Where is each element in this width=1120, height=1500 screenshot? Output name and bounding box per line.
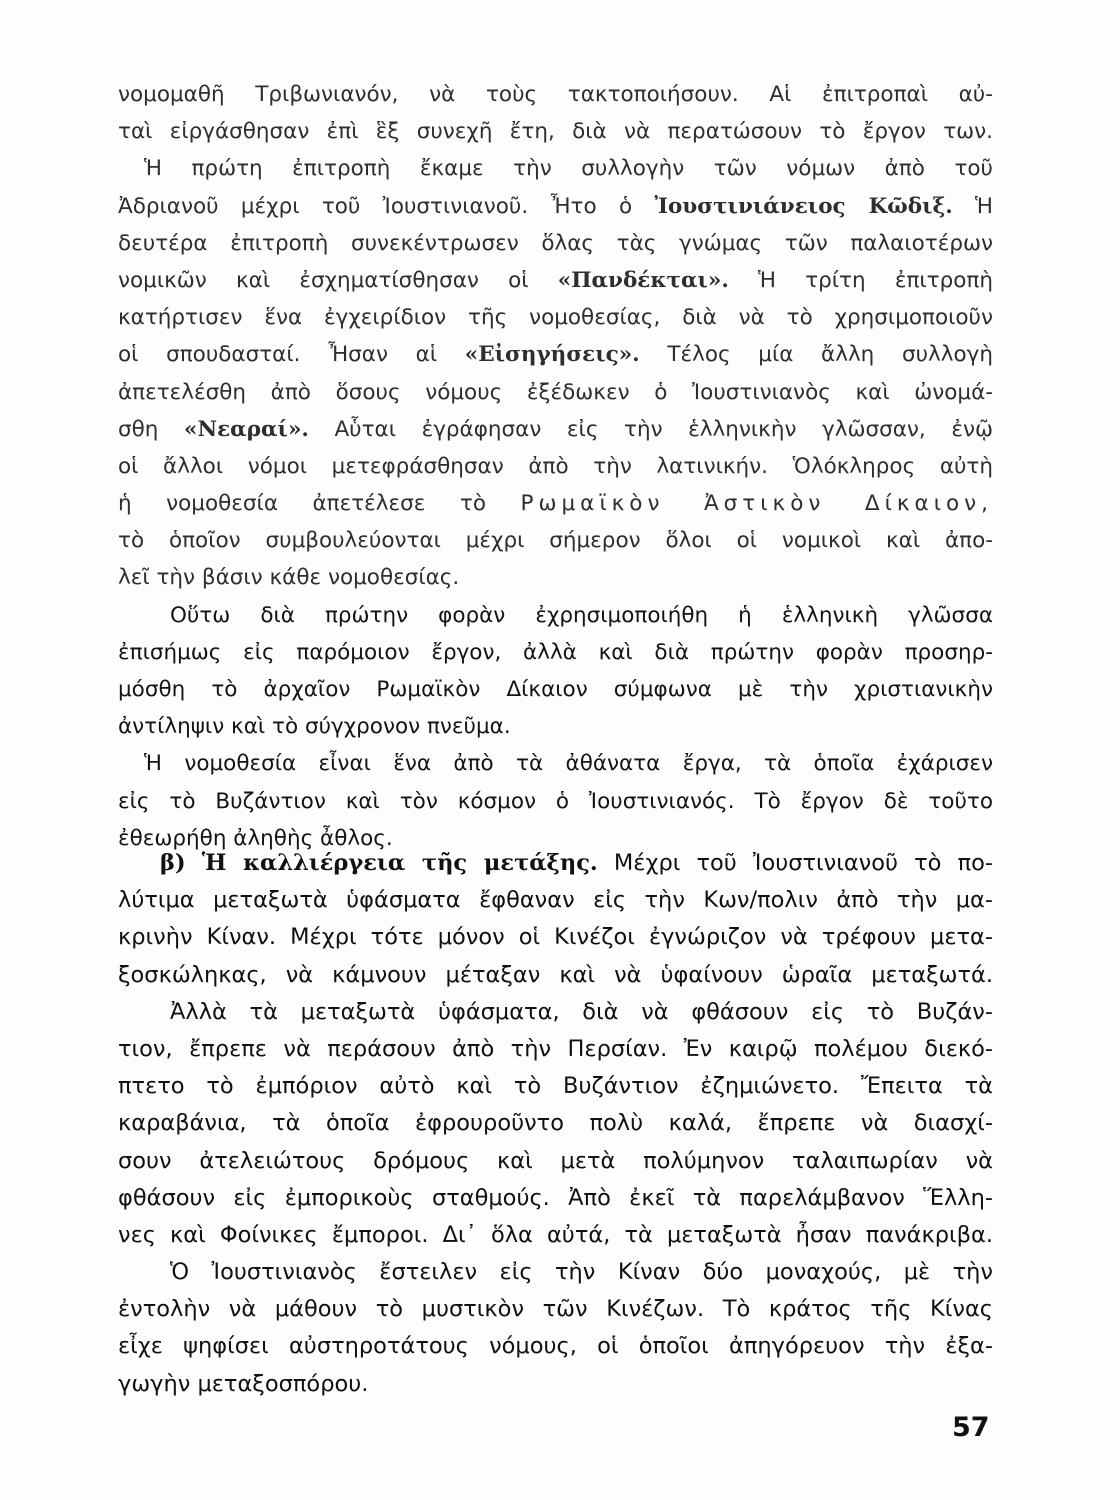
text-line: ἐντολὴν νὰ μάθουν τὸ μυστικὸν τῶν Κινέζων. Τὸ κράτος τῆς Κίνας xyxy=(118,1296,993,1323)
text-line: κρινὴν Κίναν. Μέχρι τότε μόνον οἱ Κινέζοι ἐγνώριζον νὰ τρέφουν μετα- xyxy=(118,924,993,951)
text-line: λύτιμα μεταξωτὰ ὑφάσματα ἔφθαναν εἰς τὴν Κων/πολιν ἀπὸ τὴν μα- xyxy=(118,887,993,914)
text-line: ἀντίληψιν καὶ τὸ σύγχρονον πνεῦμα. xyxy=(118,714,511,740)
text-line xyxy=(118,262,993,299)
text-line: Ἡ νομοθεσία εἶναι ἕνα ἀπὸ τὰ ἀθάνατα ἔργα, τὰ ὁποῖα ἐχάρισεν xyxy=(144,751,993,777)
term-institutes: «Εἰσηγήσεις». xyxy=(464,342,640,368)
text-line: κατήρτισεν ἕνα ἐγχειρίδιον τῆς νομοθεσίας, διὰ νὰ τὸ χρησιμοποιοῦν xyxy=(118,305,993,331)
term-pandects: «Πανδέκται». xyxy=(557,267,729,293)
text-line xyxy=(118,188,993,225)
text-line: μόσθη τὸ ἀρχαῖον Ρωμαϊκὸν Δίκαιον σύμφωνα μὲ τὴν χριστιανικὴν xyxy=(118,677,993,702)
justinian-code-paragraph xyxy=(118,76,993,857)
text-line: γωγὴν μεταξοσπόρου. xyxy=(118,1370,369,1397)
text-line: Ἡ πρώτη ἐπιτροπὴ ἔκαμε τὴν συλλογὴν τῶν νόμων ἀπὸ τοῦ xyxy=(144,156,993,182)
text-fragment: ἡ νομοθεσία ἀπετέλεσε τὸ xyxy=(118,491,487,517)
text-line: ἐπισήμως εἰς παρόμοιον ἔργον, ἀλλὰ καὶ διὰ πρώτην φορὰν προσηρ- xyxy=(118,639,993,665)
text-fragment: Ἀδριανοῦ μέχρι τοῦ Ἰουστινιανοῦ. Ἦτο ὁ xyxy=(118,193,633,219)
text-line: ἐθεωρήθη ἀληθὴς ἆθλος. xyxy=(118,825,393,851)
text-line: τιον, ἔπρεπε νὰ περάσουν ἀπὸ τὴν Περσίαν. Ἐν καιρῷ πολέμου διεκό- xyxy=(118,1035,993,1062)
text-line xyxy=(118,411,993,448)
text-line: πτετο τὸ ἐμπόριον αὐτὸ καὶ τὸ Βυζάντιον ἐζημιώνετο. Ἔπειτα τὰ xyxy=(118,1073,993,1100)
text-line: εἶχε ψηφίσει αὐστηροτάτους νόμους, οἱ ὁποῖοι ἀπηγόρευον τὴν ἐξα- xyxy=(118,1333,993,1360)
text-line: ἀπετελέσθη ἀπὸ ὅσους νόμους ἐξέδωκεν ὁ Ἰουστινιανὸς καὶ ὠνομά- xyxy=(118,379,993,405)
text-line: ξοσκώληκας, νὰ κάμνουν μέταξαν καὶ νὰ ὑφαίνουν ὡραῖα μεταξωτά. xyxy=(118,961,993,988)
text-line: νομομαθῆ Τριβωνιανόν, νὰ τοὺς τακτοποιήσουν. Αἱ ἐπιτροπαὶ αὐ- xyxy=(118,82,993,107)
text-fragment: Αὗται ἐγράφησαν εἰς τὴν ἑλληνικὴν γλῶσσαν, ἐνῷ xyxy=(334,416,993,442)
text-fragment: νομικῶν καὶ ἐσχηματίσθησαν οἱ xyxy=(118,267,529,293)
text-line: εἰς τὸ Βυζάντιον καὶ τὸν κόσμον ὁ Ἰουστινιανός. Τὸ ἔργον δὲ τοῦτο xyxy=(118,788,993,814)
text-fragment: Ἡ τρίτη ἐπιτροπὴ xyxy=(758,267,993,293)
text-line xyxy=(118,845,993,882)
term-novels: «Νεαραί». xyxy=(184,416,309,442)
text-line: ταὶ εἰργάσθησαν ἐπὶ ἓξ συνεχῆ ἔτη, διὰ νὰ περατώσουν τὸ ἔργον των. xyxy=(118,119,993,145)
text-line: Ὁ Ἰουστινιανὸς ἔστειλεν εἰς τὴν Κίναν δύο μοναχούς, μὲ τὴν xyxy=(170,1259,993,1286)
section-marker: β) xyxy=(160,850,186,876)
text-line: Ἀλλὰ τὰ μεταξωτὰ ὑφάσματα, διὰ νὰ φθάσουν εἰς τὸ Βυζάν- xyxy=(170,998,993,1025)
text-line: καραβάνια, τὰ ὁποῖα ἐφρουροῦντο πολὺ καλά, ἔπρεπε νὰ διασχί- xyxy=(118,1110,993,1137)
text-fragment: σθη xyxy=(118,416,159,442)
silk-section xyxy=(118,845,993,1403)
section-heading: Ἡ καλλιέργεια τῆς μετάξης. xyxy=(201,850,598,876)
term-justinian-code: Ἰουστινιάνειος Κῶδιξ. xyxy=(654,193,953,219)
text-fragment: Τέλος μία ἄλλη συλλογὴ xyxy=(667,342,993,368)
text-fragment: Μέχρι τοῦ Ἰουστινιανοῦ τὸ πο- xyxy=(613,850,993,876)
text-line xyxy=(118,336,993,373)
text-line: λεῖ τὴν βάσιν κάθε νομοθεσίας. xyxy=(118,565,460,591)
text-fragment: Ἡ xyxy=(975,193,993,219)
text-line: σουν ἀτελειώτους δρόμους καὶ μετὰ πολύμηνον ταλαιπωρίαν νὰ xyxy=(118,1147,993,1174)
text-line: δευτέρα ἐπιτροπὴ συνεκέντρωσεν ὅλας τὰς γνώμας τῶν παλαιοτέρων xyxy=(118,230,993,256)
term-civil-law: Ρωμαϊκὸν Ἀστικὸν Δίκαιον, xyxy=(520,491,993,517)
text-line: Οὕτω διὰ πρώτην φορὰν ἐχρησιμοποιήθη ἡ ἑλληνικὴ γλῶσσα xyxy=(170,602,993,628)
text-fragment: οἱ σπουδασταί. Ἦσαν αἱ xyxy=(118,342,438,368)
text-line xyxy=(118,485,993,522)
text-line: τὸ ὁποῖον συμβουλεύονται μέχρι σήμερον ὅλοι οἱ νομικοὶ καὶ ἀπο- xyxy=(118,528,993,554)
page-number: 57 xyxy=(952,1412,990,1443)
text-line: φθάσουν εἰς ἐμπορικοὺς σταθμούς. Ἀπὸ ἐκεῖ τὰ παρελάμβανον Ἕλλη- xyxy=(118,1184,993,1211)
text-line: οἱ ἄλλοι νόμοι μετεφράσθησαν ἀπὸ τὴν λατινικήν. Ὁλόκληρος αὐτὴ xyxy=(118,453,993,479)
text-line: νες καὶ Φοίνικες ἔμποροι. Δι᾽ ὅλα αὐτά, τὰ μεταξωτὰ ἦσαν πανάκριβα. xyxy=(118,1221,993,1248)
